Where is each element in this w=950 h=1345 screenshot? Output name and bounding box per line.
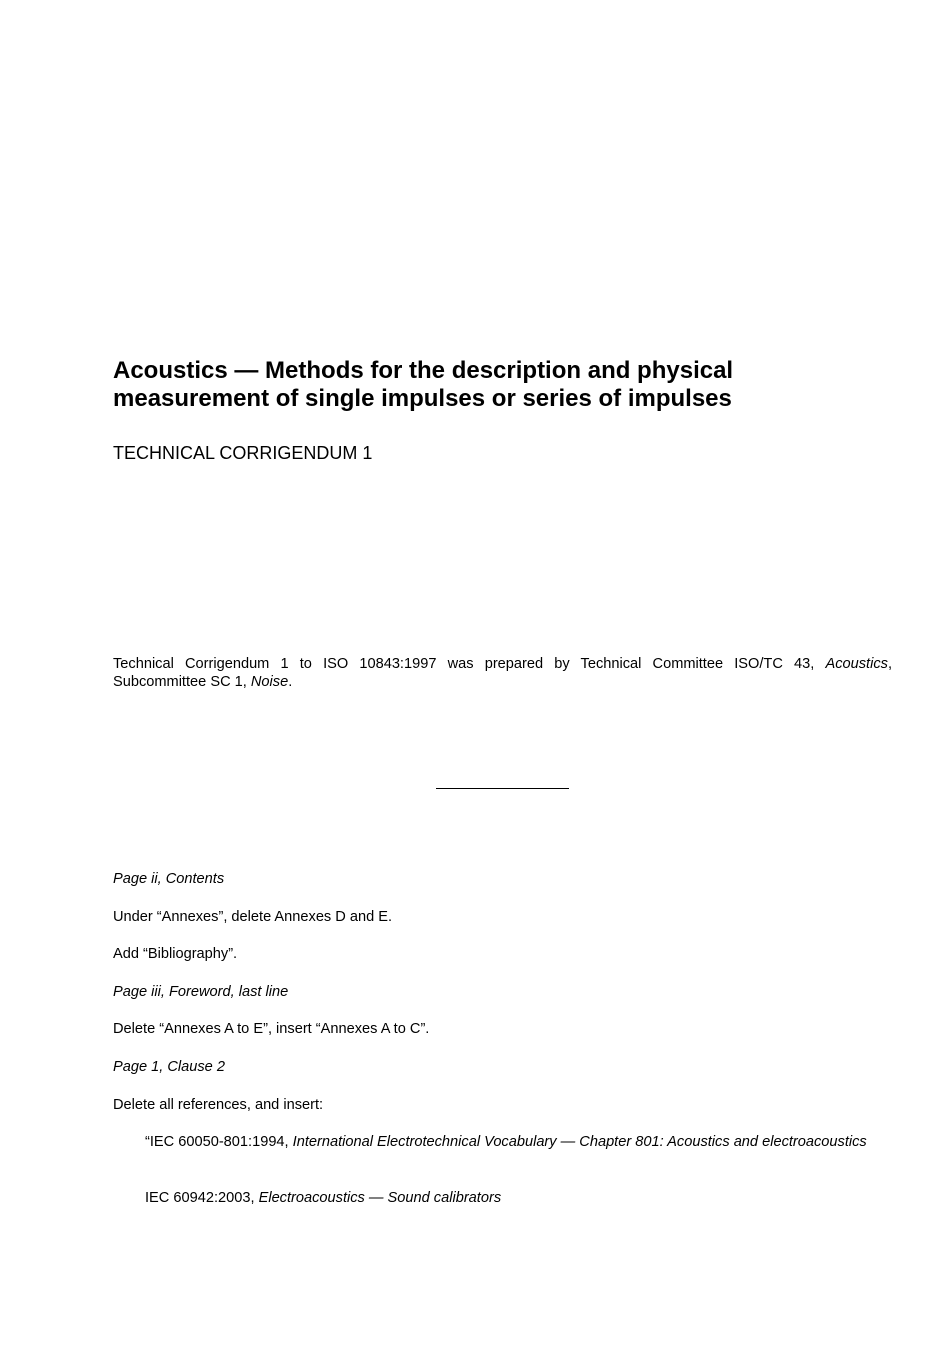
contents-instruction-1: Under “Annexes”, delete Annexes D and E. [113, 909, 393, 925]
reference-iec-60942 [145, 1189, 892, 1207]
preparation-text-1: Technical Corrigendum 1 to ISO 10843:1997 was prepared by Technical Committee ISO/TC 43, [113, 656, 826, 672]
title-line-1: Acoustics — Methods for the description and physical [113, 357, 734, 384]
reference-1-number: “IEC 60050-801:1994, [145, 1134, 293, 1150]
section-heading-foreword: Page iii, Foreword, last line [113, 984, 289, 1000]
reference-2-number: IEC 60942:2003, [145, 1190, 259, 1206]
clause-2-instruction: Delete all references, and insert: [113, 1097, 324, 1113]
subcommittee-name: Noise [250, 674, 289, 690]
preparation-text-2: , Subcommittee SC 1, [113, 656, 892, 690]
reference-iec-60050 [145, 1133, 892, 1151]
document-title [113, 357, 813, 413]
section-heading-contents: Page ii, Contents [113, 871, 225, 887]
separator-rule [436, 788, 569, 789]
reference-2-title: Electroacoustics — Sound calibrators [258, 1190, 502, 1206]
preparation-statement [113, 655, 892, 691]
document-subtitle: TECHNICAL CORRIGENDUM 1 [113, 443, 373, 463]
foreword-instruction: Delete “Annexes A to E”, insert “Annexes A to C”. [113, 1021, 430, 1037]
preparation-text-3: . [288, 674, 293, 690]
contents-instruction-2: Add “Bibliography”. [113, 946, 238, 962]
section-heading-clause-2: Page 1, Clause 2 [113, 1059, 225, 1075]
committee-name: Acoustics [825, 656, 888, 672]
title-line-2: measurement of single impulses or series of impulses [113, 385, 732, 412]
reference-1-title: International Electrotechnical Vocabulary — Chapter 801: Acoustics and electroacoustics [292, 1134, 867, 1150]
